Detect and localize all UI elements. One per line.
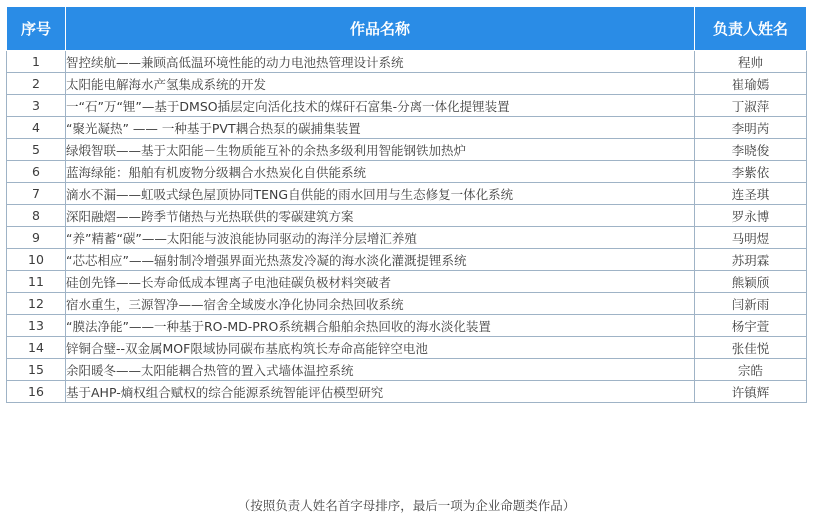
table-row [7, 51, 807, 73]
row-leader-cell: 程帅 [695, 51, 807, 73]
table-header-row [7, 7, 807, 51]
row-leader-cell: 连圣琪 [695, 183, 807, 205]
row-title-cell: 滴水不漏——虹吸式绿色屋顶协同TENG自供能的雨水回用与生态修复一体化系统 [66, 183, 695, 205]
row-title-cell: 基于AHP-熵权组合赋权的综合能源系统智能评估模型研究 [66, 381, 695, 403]
row-index-cell: 14 [7, 337, 66, 359]
row-title-cell: 余阳暖冬——太阳能耦合热管的置入式墙体温控系统 [66, 359, 695, 381]
table-row [7, 337, 807, 359]
table-row [7, 73, 807, 95]
table-row [7, 315, 807, 337]
row-index-cell: 6 [7, 161, 66, 183]
row-title-cell: 绿煅智联——基于太阳能－生物质能互补的余热多级利用智能钢铁加热炉 [66, 139, 695, 161]
row-leader-cell: 许镇辉 [695, 381, 807, 403]
row-index-cell: 10 [7, 249, 66, 271]
table-row [7, 227, 807, 249]
row-leader-cell: 杨宇萱 [695, 315, 807, 337]
row-index-cell: 4 [7, 117, 66, 139]
row-index-cell: 16 [7, 381, 66, 403]
table-row [7, 293, 807, 315]
table-row [7, 359, 807, 381]
row-index-cell: 11 [7, 271, 66, 293]
row-index-cell: 2 [7, 73, 66, 95]
row-leader-cell: 罗永博 [695, 205, 807, 227]
row-index-cell: 15 [7, 359, 66, 381]
header-index: 序号 [7, 7, 66, 51]
row-index-cell: 5 [7, 139, 66, 161]
row-leader-cell: 马明煜 [695, 227, 807, 249]
row-title-cell: 宿水重生，三源智净——宿舍全域废水净化协同余热回收系统 [66, 293, 695, 315]
row-title-cell: 锌铜合璧--双金属MOF限域协同碳布基底构筑长寿命高能锌空电池 [66, 337, 695, 359]
table-row [7, 139, 807, 161]
header-leader: 负责人姓名 [695, 7, 807, 51]
row-leader-cell: 崔瑜嫣 [695, 73, 807, 95]
row-leader-cell: 宗皓 [695, 359, 807, 381]
table-caption: （按照负责人姓名首字母排序，最后一项为企业命题类作品） [237, 498, 576, 513]
table-row [7, 161, 807, 183]
row-index-cell: 8 [7, 205, 66, 227]
row-title-cell: “聚光凝热” —— 一种基于PVT耦合热泵的碳捕集装置 [66, 117, 695, 139]
row-title-cell: 硅创先锋——长寿命低成本锂离子电池硅碳负极材料突破者 [66, 271, 695, 293]
table-row [7, 205, 807, 227]
row-title-cell: 智控续航——兼顾高低温环境性能的动力电池热管理设计系统 [66, 51, 695, 73]
table-row [7, 381, 807, 403]
row-index-cell: 3 [7, 95, 66, 117]
row-title-cell: 深阳融熠——跨季节储热与光热联供的零碳建筑方案 [66, 205, 695, 227]
row-leader-cell: 熊颖颀 [695, 271, 807, 293]
row-title-cell: “芯芯相应”——辐射制冷增强界面光热蒸发冷凝的海水淡化灌溉提锂系统 [66, 249, 695, 271]
row-leader-cell: 丁淑萍 [695, 95, 807, 117]
row-leader-cell: 李明芮 [695, 117, 807, 139]
table-row [7, 117, 807, 139]
table-row [7, 95, 807, 117]
table-row [7, 183, 807, 205]
row-title-cell: 蓝海绿能：船舶有机废物分级耦合水热炭化自供能系统 [66, 161, 695, 183]
table-body [7, 51, 807, 403]
row-leader-cell: 苏玥霖 [695, 249, 807, 271]
row-leader-cell: 张佳悦 [695, 337, 807, 359]
row-title-cell: 太阳能电解海水产氢集成系统的开发 [66, 73, 695, 95]
row-index-cell: 13 [7, 315, 66, 337]
projects-table [6, 6, 807, 403]
row-leader-cell: 李紫依 [695, 161, 807, 183]
row-title-cell: “养”精蓄“碳”——太阳能与波浪能协同驱动的海洋分层增汇养殖 [66, 227, 695, 249]
row-leader-cell: 李晓俊 [695, 139, 807, 161]
row-index-cell: 12 [7, 293, 66, 315]
row-leader-cell: 闫新雨 [695, 293, 807, 315]
row-index-cell: 9 [7, 227, 66, 249]
table-row [7, 249, 807, 271]
row-title-cell: 一“石”万“锂”—基于DMSO插层定向活化技术的煤矸石富集-分离一体化提锂装置 [66, 95, 695, 117]
table-row [7, 271, 807, 293]
row-index-cell: 1 [7, 51, 66, 73]
row-title-cell: “膜法净能”——一种基于RO-MD-PRO系统耦合船舶余热回收的海水淡化装置 [66, 315, 695, 337]
row-index-cell: 7 [7, 183, 66, 205]
header-title: 作品名称 [66, 7, 695, 51]
